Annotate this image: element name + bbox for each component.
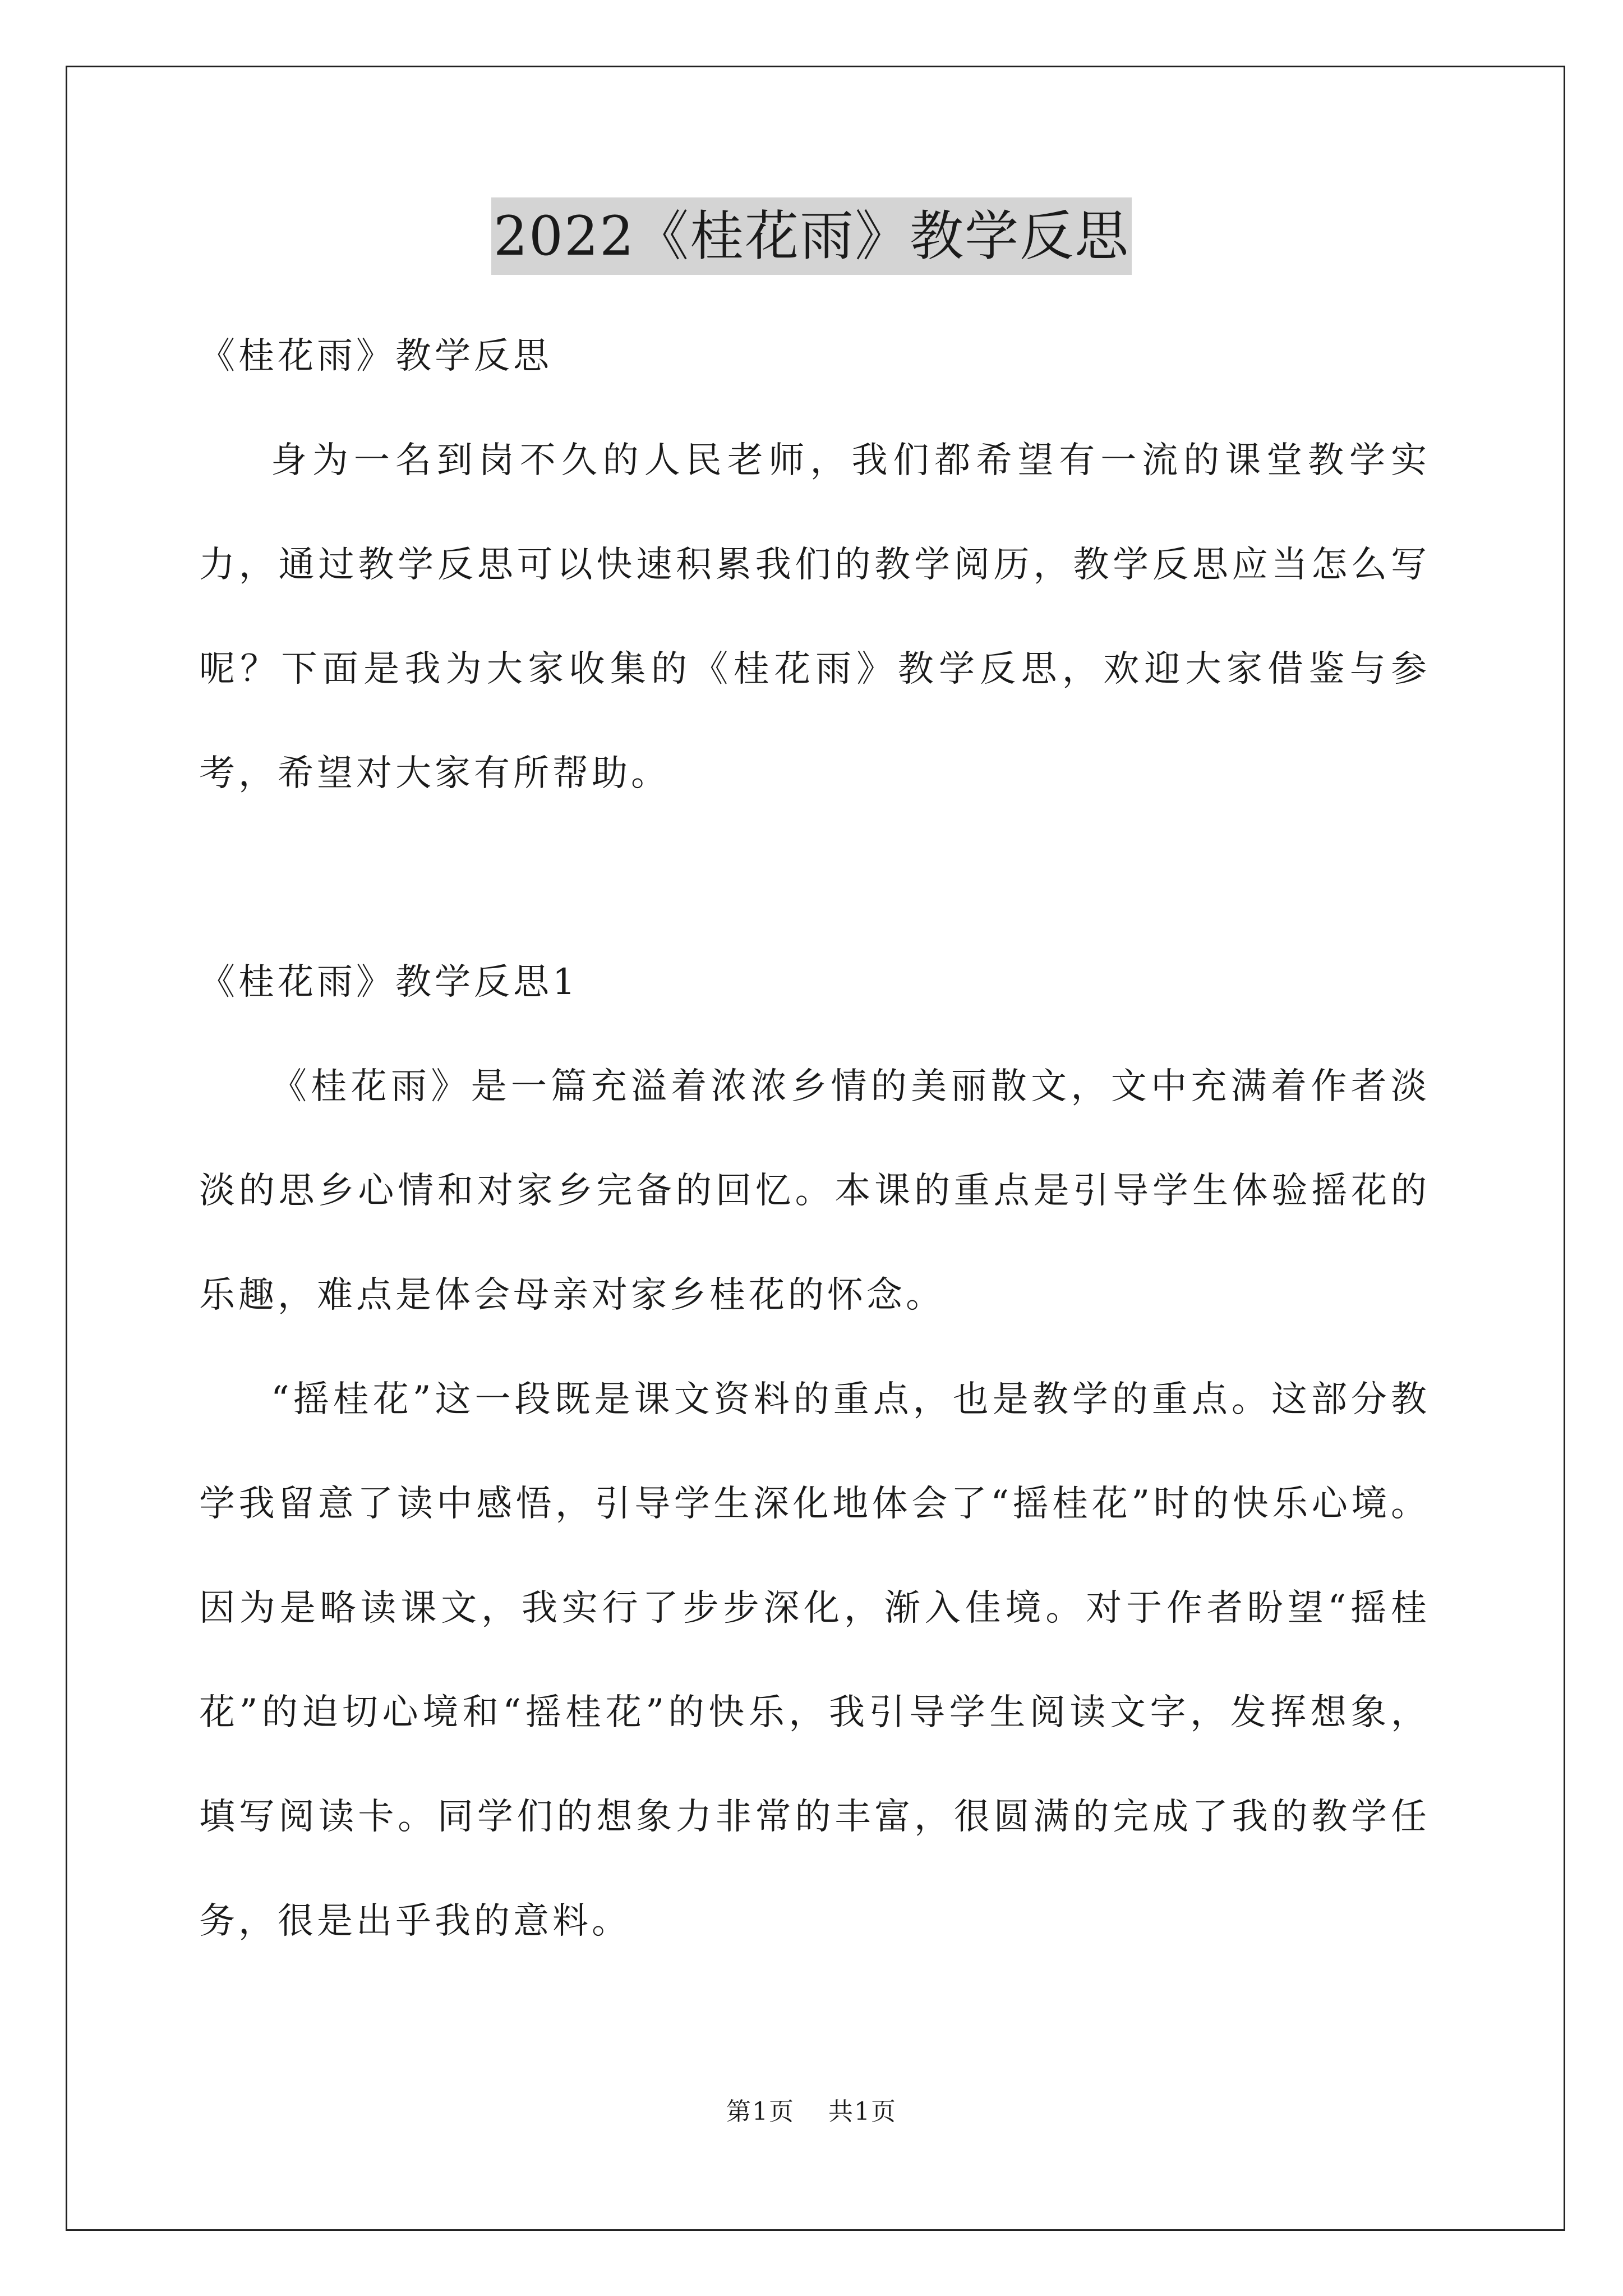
section-1-paragraph-2: “摇桂花”这一段既是课文资料的重点，也是教学的重点。这部分教学我留意了读中感悟，引导学生深化地体会了“摇桂花”时的快乐心境。因为是略读课文，我实行了步步深化，渐入佳境。对于作者盼望“摇桂花”的迫切心境和“摇桂花”的快乐，我引导学生阅读文字，发挥想象，填写阅读卡。同学们的想象力非常的丰富，很圆满的完成了我的教学任务，很是出乎我的意料。 xyxy=(199,1379,1430,1942)
document-title: 2022《桂花雨》教学反思 xyxy=(491,197,1132,275)
section-1-subheading: 《桂花雨》教学反思1 xyxy=(199,961,579,1003)
intro-subheading: 《桂花雨》教学反思 xyxy=(199,335,552,377)
page-footer xyxy=(0,2095,1623,2129)
page-number-total: 共1页 xyxy=(828,2097,897,2126)
title-container xyxy=(0,197,1623,275)
intro-paragraph: 身为一名到岗不久的人民老师，我们都希望有一流的课堂教学实力，通过教学反思可以快速积累我们的教学阅历，教学反思应当怎么写呢？下面是我为大家收集的《桂花雨》教学反思，欢迎大家借鉴与参考，希望对大家有所帮助。 xyxy=(199,440,1430,794)
section-spacer xyxy=(199,826,1430,930)
section-1-paragraph-1: 《桂花雨》是一篇充溢着浓浓乡情的美丽散文，文中充满着作者淡淡的思乡心情和对家乡完备的回忆。本课的重点是引导学生体验摇花的乐趣，难点是体会母亲对家乡桂花的怀念。 xyxy=(199,1066,1430,1316)
page-number-current: 第1页 xyxy=(726,2097,795,2126)
document-body xyxy=(199,304,1430,1973)
